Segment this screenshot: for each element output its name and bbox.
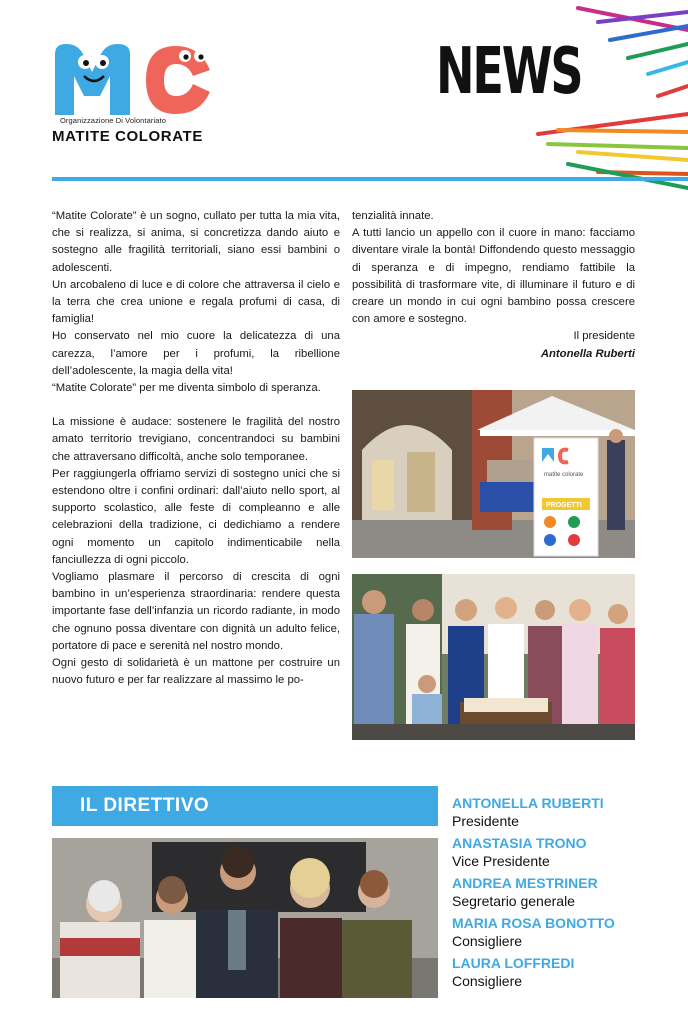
member-role: Presidente [452,813,519,829]
member-role: Segretario generale [452,893,575,909]
paragraph: Vogliamo plasmare il percorso di crescita di ogni bambino in un’esperienza straordinaria: rendere questa importante fase dell’infanzia un ricordo radiante, in modo che ognuno possa diventare con dignità un adulto felice, portatore di pace e serenità nel nostro mondo. [52,571,340,652]
board-member [452,914,682,950]
stand-sign-heading: PROGETTI [546,502,582,509]
colored-pencils-illustration [518,0,688,200]
paragraph: A tutti lancio un appello con il cuore in mano: facciamo diventare virale la bontà! Diffondendo questo messaggio di speranza e di impegno, rendiamo fattibile la possibilità di trasformare vite, di illuminare il futuro e di creare un mondo in cui ogni bambino possa crescere con amore e sostegno. [352,227,635,326]
paragraph: Ho conservato nel mio cuore la delicatezza di una carezza, l’amore per i profumi, la ribellione dell’adolescente, la magia della vita! [52,330,340,377]
paragraph-gap [52,397,340,414]
article-left-column [52,208,340,689]
board-member [452,834,682,870]
member-name: ANTONELLA RUBERTI [452,795,604,811]
member-role: Vice Presidente [452,853,550,869]
member-role: Consigliere [452,933,523,949]
photo-board-members [52,838,438,998]
paragraph: La missione è audace: sostenere le fragilità del nostro amato territorio trevigiano, concentrandoci su bambini che attraversano difficoltà, anche solo temporanee. [52,416,340,463]
signature-role: Il presidente [573,330,635,343]
member-name: MARIA ROSA BONOTTO [452,915,615,931]
logo-name: MATITE COLORATE [52,128,203,145]
paragraph: Per raggiungerla offriamo servizi di sostegno unici che si estendono oltre i confini ordinari: dall’aiuto nello sport, al supporto scolastico, alle feste di compleanno e alle celebrazioni della tradizione, ci dedichiamo a rendere ogni momento un capitolo indimenticabile nella fanciullezza di ogni piccolo. [52,467,340,566]
photo-info-stand [352,390,635,558]
board-title: IL DIRETTIVO [80,795,210,816]
board-members-list [452,794,682,994]
member-name: ANASTASIA TRONO [452,835,587,851]
board-member [452,794,682,830]
header-divider [52,177,688,181]
logo-subtitle: Organizzazione Di Volontariato [60,116,166,125]
signature-name: Antonella Ruberti [540,347,635,360]
article-right-column [352,208,635,363]
photo-group-cake [352,574,635,740]
paragraph: “Matite Colorate” è un sogno, cullato per tutta la mia vita, che si realizza, si anima, si concretizza dando aiuto e sostegno alle fragilità territoriali, siano essi bambini o adolescenti. [52,210,340,274]
paragraph: “Matite Colorate” per me diventa simbolo di speranza. [52,382,321,395]
member-name: LAURA LOFFREDI [452,955,575,971]
board-banner [52,786,438,826]
board-member [452,874,682,910]
paragraph: Ogni gesto di solidarietà è un mattone per costruire un nuovo futuro e per far realizzare al massimo le po- [52,657,340,687]
news-title: NEWS [436,35,582,109]
paragraph: Un arcobaleno di luce e di colore che attraversa il cielo e la terra che crea unione e regala profumi di casa, di famiglia! [52,278,340,326]
member-role: Consigliere [452,973,523,989]
paragraph: tenzialità innate. [352,210,434,222]
member-name: ANDREA MESTRINER [452,875,598,891]
board-member [452,954,682,990]
stand-sign-brand: matite colorate [544,472,584,478]
